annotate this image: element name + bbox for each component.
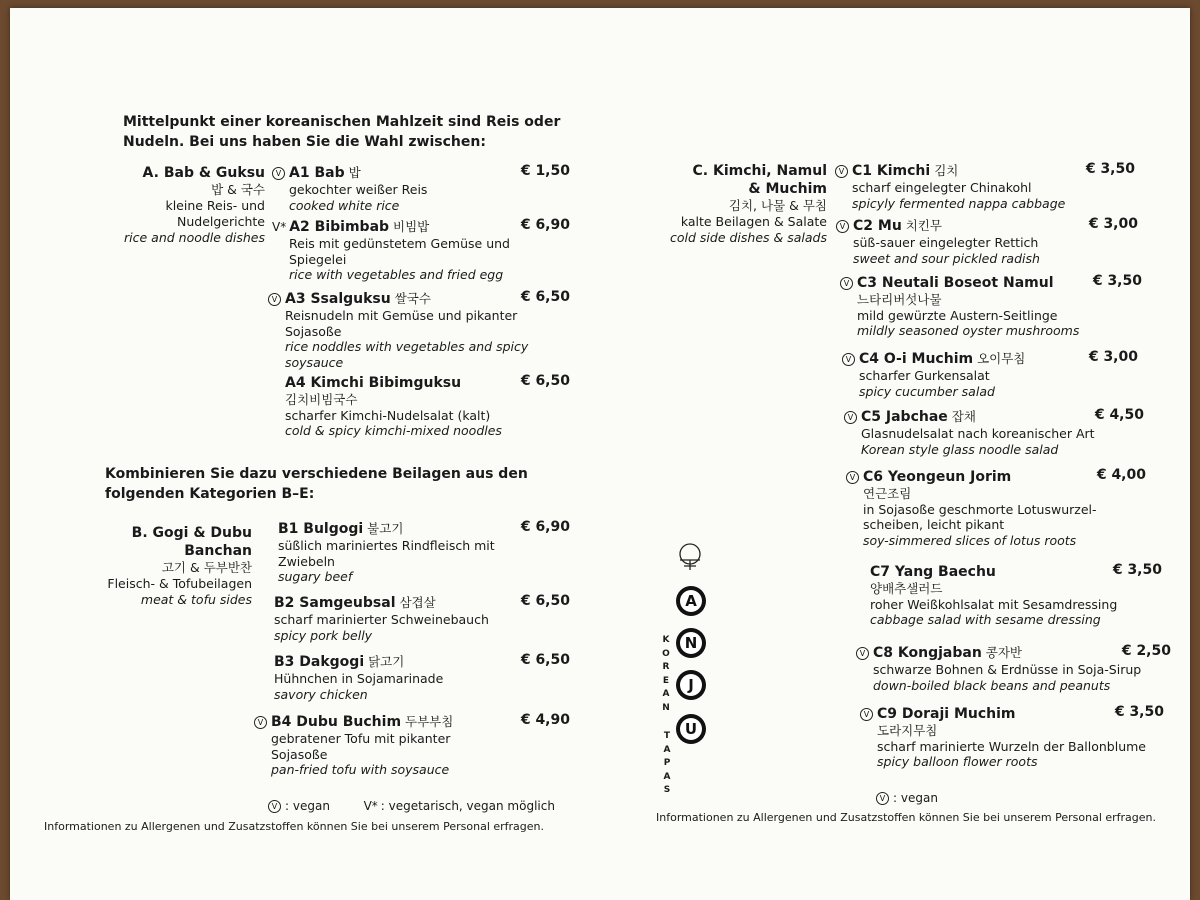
menu-item-c5 [844, 408, 1144, 457]
item-english: spicyly fermented nappa cabbage [852, 195, 1066, 211]
item-german: gekochter weißer Reis [289, 182, 428, 197]
intro-line: Kombinieren Sie dazu verschiedene Beilagen aus den [105, 466, 528, 482]
item-german: Reis mit gedünstetem Gemüse und [289, 236, 510, 251]
footer-right: Informationen zu Allergenen und Zusatzstoffen können Sie bei unserem Personal erfragen. [656, 811, 1157, 824]
menu-item-b2 [274, 594, 570, 643]
item-german: Reisnudeln mit Gemüse und pikanter [285, 308, 518, 323]
item-price: € 6,50 [520, 652, 570, 668]
item-title: A3 Ssalguksu [285, 291, 391, 307]
category-korean: 김치, 나물 & 무침 [728, 198, 827, 213]
item-price: € 6,90 [520, 519, 570, 535]
item-english: savory chicken [274, 686, 368, 702]
item-english: cooked white rice [289, 197, 400, 213]
menu-item-c1 [835, 162, 1135, 211]
item-korean: 잡채 [951, 409, 976, 424]
item-title: C2 Mu [853, 218, 902, 234]
logo-letter-a [676, 586, 706, 616]
vegan-icon: V [272, 167, 285, 180]
menu-item-c6 [846, 468, 1146, 548]
menu-item-c3 [840, 274, 1142, 339]
category-name: B. Gogi & Dubu [131, 525, 252, 541]
logo-letter: J [680, 674, 702, 696]
item-german: schwarze Bohnen & Erdnüsse in Soja-Sirup [873, 662, 1142, 677]
logo-tapas-vertical [661, 730, 673, 798]
legend-vegan: : vegan [893, 791, 938, 805]
vegan-icon: V [840, 277, 853, 290]
vegan-icon: V [836, 220, 849, 233]
logo-char: R [662, 662, 670, 672]
item-korean: 삼겹살 [399, 595, 436, 610]
menu-item-a1 [272, 164, 570, 213]
vegetarian-icon: V* [363, 799, 378, 813]
logo-char: A [662, 689, 670, 699]
item-english: cold & spicy kimchi-mixed noodles [285, 423, 502, 438]
item-english: cabbage salad with sesame dressing [870, 612, 1101, 627]
item-korean: 치킨무 [905, 218, 943, 233]
logo-glyph-icon [672, 540, 712, 574]
vegan-icon: V [860, 708, 873, 721]
category-german: kleine Reis- und [165, 198, 265, 213]
item-english: spicy cucumber salad [859, 383, 995, 399]
vegan-icon: V [844, 411, 857, 424]
intro-line: Mittelpunkt einer koreanischen Mahlzeit sind Reis oder [123, 114, 561, 130]
logo-char: O [662, 648, 670, 659]
item-price: € 6,50 [520, 373, 570, 389]
item-price: € 1,50 [520, 163, 570, 179]
logo-char: P [663, 758, 671, 768]
item-german: scharfer Kimchi-Nudelsalat (kalt) [285, 407, 491, 423]
item-title: B2 Samgeubsal [274, 595, 396, 611]
vegan-icon: V [835, 165, 848, 178]
item-german: Glasnudelsalat nach koreanischer Art [861, 426, 1095, 441]
category-name: A. Bab & Guksu [142, 165, 265, 181]
item-korean: 비빔밥 [393, 219, 430, 234]
logo-letter-u [676, 714, 706, 744]
category-german: kalte Beilagen & Salate [680, 214, 827, 229]
item-german: süßlich mariniertes Rindfleisch mit [278, 538, 495, 553]
logo-letter-n [676, 628, 706, 658]
menu-item-a2 [272, 218, 570, 283]
item-english: Korean style glass noodle salad [861, 441, 1059, 457]
category-german: Fleisch- & Tofubeilagen [107, 576, 252, 591]
item-title: C7 Yang Baechu [870, 564, 996, 580]
item-price: € 3,50 [1114, 704, 1164, 720]
item-price: € 4,90 [520, 712, 570, 728]
item-english: soy-simmered slices of lotus roots [863, 532, 1077, 548]
item-korean: 닭고기 [368, 654, 405, 669]
item-price: € 3,00 [1088, 216, 1138, 232]
category-name: C. Kimchi, Namul [692, 163, 827, 179]
item-title: A1 Bab [289, 165, 345, 181]
item-german: scharf eingelegter Chinakohl [852, 180, 1032, 195]
item-title: C3 Neutali Boseot Namul [857, 275, 1054, 291]
item-english: sweet and sour pickled radish [853, 250, 1040, 266]
item-german: scharf marinierte Wurzeln der Ballonblume [877, 738, 1147, 754]
item-title: B4 Dubu Buchim [271, 714, 402, 730]
item-german: scharfer Gurkensalat [859, 368, 990, 383]
item-korean: 김치 [934, 163, 959, 178]
logo-letter: A [680, 590, 702, 612]
logo-char: A [663, 771, 671, 782]
menu-item-c7 [870, 563, 1162, 628]
menu-item-c2 [836, 217, 1138, 266]
item-korean: 콩자반 [985, 645, 1022, 660]
item-korean: 연근조림 [863, 486, 912, 501]
item-german: Zwiebeln [278, 553, 335, 569]
item-english: rice noddles with vegetables and spicy [285, 339, 529, 354]
item-title: B3 Dakgogi [274, 654, 365, 670]
item-price: € 6,50 [520, 593, 570, 609]
logo-letter: U [680, 718, 702, 740]
item-title: A4 Kimchi Bibimguksu [285, 375, 462, 391]
category-name: Banchan [184, 543, 252, 559]
item-title: C5 Jabchae [861, 409, 948, 425]
category-c [670, 162, 827, 246]
intro-text [123, 112, 560, 152]
menu-item-a4 [285, 374, 570, 439]
category-korean: 고기 & 두부반찬 [161, 560, 252, 575]
item-title: C4 O-i Muchim [859, 351, 974, 367]
category-english: cold side dishes & salads [670, 230, 827, 245]
logo-char: T [663, 731, 671, 741]
item-english: sugary beef [278, 569, 353, 584]
item-title: C6 Yeongeun Jorim [863, 469, 1012, 485]
logo-korean-vertical [660, 634, 672, 715]
logo-letter-j [676, 670, 706, 700]
item-german: süß-sauer eingelegter Rettich [853, 235, 1039, 250]
item-korean: 느타리버섯나물 [857, 292, 942, 307]
item-german: gebratener Tofu mit pikanter [271, 731, 451, 746]
item-german: Sojasoße [285, 323, 342, 339]
item-german: Sojasoße [271, 746, 328, 762]
menu-page [10, 8, 1190, 900]
menu-item-b1 [278, 520, 570, 585]
logo-char: S [663, 785, 671, 795]
logo-char: K [662, 635, 670, 645]
item-korean: 두부부침 [405, 714, 454, 729]
category-b [80, 524, 252, 608]
menu-item-b4 [254, 713, 570, 778]
vegan-icon: V [268, 800, 281, 813]
item-price: € 3,50 [1092, 273, 1142, 289]
item-title: B1 Bulgogi [278, 521, 364, 537]
item-price: € 3,00 [1088, 349, 1138, 365]
menu-item-c9 [860, 705, 1164, 770]
category-name: & Muchim [748, 181, 827, 197]
item-german: Spiegelei [289, 251, 347, 267]
item-korean: 양배추샐러드 [870, 581, 943, 596]
item-title: C9 Doraji Muchim [877, 706, 1016, 722]
item-title: C1 Kimchi [852, 163, 931, 179]
logo-mark [672, 540, 712, 570]
intro-text-2 [105, 464, 528, 504]
vegan-icon: V [842, 353, 855, 366]
category-german: Nudelgerichte [177, 214, 265, 229]
legend-left [268, 799, 555, 813]
vegan-icon: V [254, 716, 267, 729]
item-german: in Sojasoße geschmorte Lotuswurzel- [863, 501, 1097, 517]
item-price: € 2,50 [1121, 643, 1171, 659]
vegan-icon: V [856, 647, 869, 660]
item-title: A2 Bibimbab [289, 219, 390, 235]
item-german: mild gewürzte Austern-Seitlinge [857, 307, 1058, 323]
item-english: soysauce [285, 354, 344, 370]
item-korean: 도라지무침 [877, 723, 938, 738]
item-price: € 4,50 [1094, 407, 1144, 423]
item-english: spicy balloon flower roots [877, 754, 1038, 769]
item-english: mildly seasoned oyster mushrooms [857, 323, 1080, 338]
legend-right [876, 791, 938, 805]
item-english: spicy pork belly [274, 627, 373, 643]
item-german: roher Weißkohlsalat mit Sesamdressing [870, 596, 1118, 612]
item-price: € 6,90 [520, 217, 570, 233]
logo-char: A [663, 744, 671, 755]
item-korean: 오이무침 [977, 351, 1026, 366]
item-english: down-boiled black beans and peanuts [873, 677, 1111, 693]
category-english: rice and noodle dishes [124, 230, 265, 245]
legend-vegan: : vegan [285, 799, 330, 813]
menu-item-c4 [842, 350, 1138, 399]
category-korean: 밥 & 국수 [211, 182, 265, 197]
item-korean: 밥 [348, 165, 361, 180]
category-english: meat & tofu sides [140, 592, 252, 607]
item-price: € 4,00 [1096, 467, 1146, 483]
item-korean: 김치비빔국수 [285, 392, 358, 407]
logo-char: N [662, 702, 670, 713]
category-a [95, 164, 265, 246]
logo-char: E [662, 675, 670, 686]
item-english: rice with vegetables and fried egg [289, 267, 504, 282]
vegetarian-icon: V* [272, 220, 287, 234]
item-price: € 3,50 [1085, 161, 1135, 177]
item-german: Hühnchen in Sojamarinade [274, 671, 444, 686]
item-korean: 불고기 [367, 521, 404, 536]
menu-item-b3 [274, 653, 570, 702]
menu-item-a3 [268, 290, 570, 370]
vegan-icon: V [876, 792, 889, 805]
item-english: pan-fried tofu with soysauce [271, 762, 450, 777]
menu-item-c8 [856, 644, 1171, 693]
intro-line: Nudeln. Bei uns haben Sie die Wahl zwischen: [123, 134, 486, 150]
intro-line: folgenden Kategorien B–E: [105, 486, 315, 502]
vegan-icon: V [846, 471, 859, 484]
item-price: € 6,50 [520, 289, 570, 305]
item-german: scharf marinierter Schweinebauch [274, 612, 489, 627]
item-title: C8 Kongjaban [873, 645, 982, 661]
item-german: scheiben, leicht pikant [863, 517, 1005, 532]
vegan-icon: V [268, 293, 281, 306]
item-korean: 쌀국수 [394, 291, 431, 306]
legend-vegetarian: : vegetarisch, vegan möglich [380, 799, 555, 813]
footer-left: Informationen zu Allergenen und Zusatzstoffen können Sie bei unserem Personal erfragen. [44, 820, 545, 833]
logo-letter: N [680, 632, 702, 654]
item-price: € 3,50 [1112, 562, 1162, 578]
